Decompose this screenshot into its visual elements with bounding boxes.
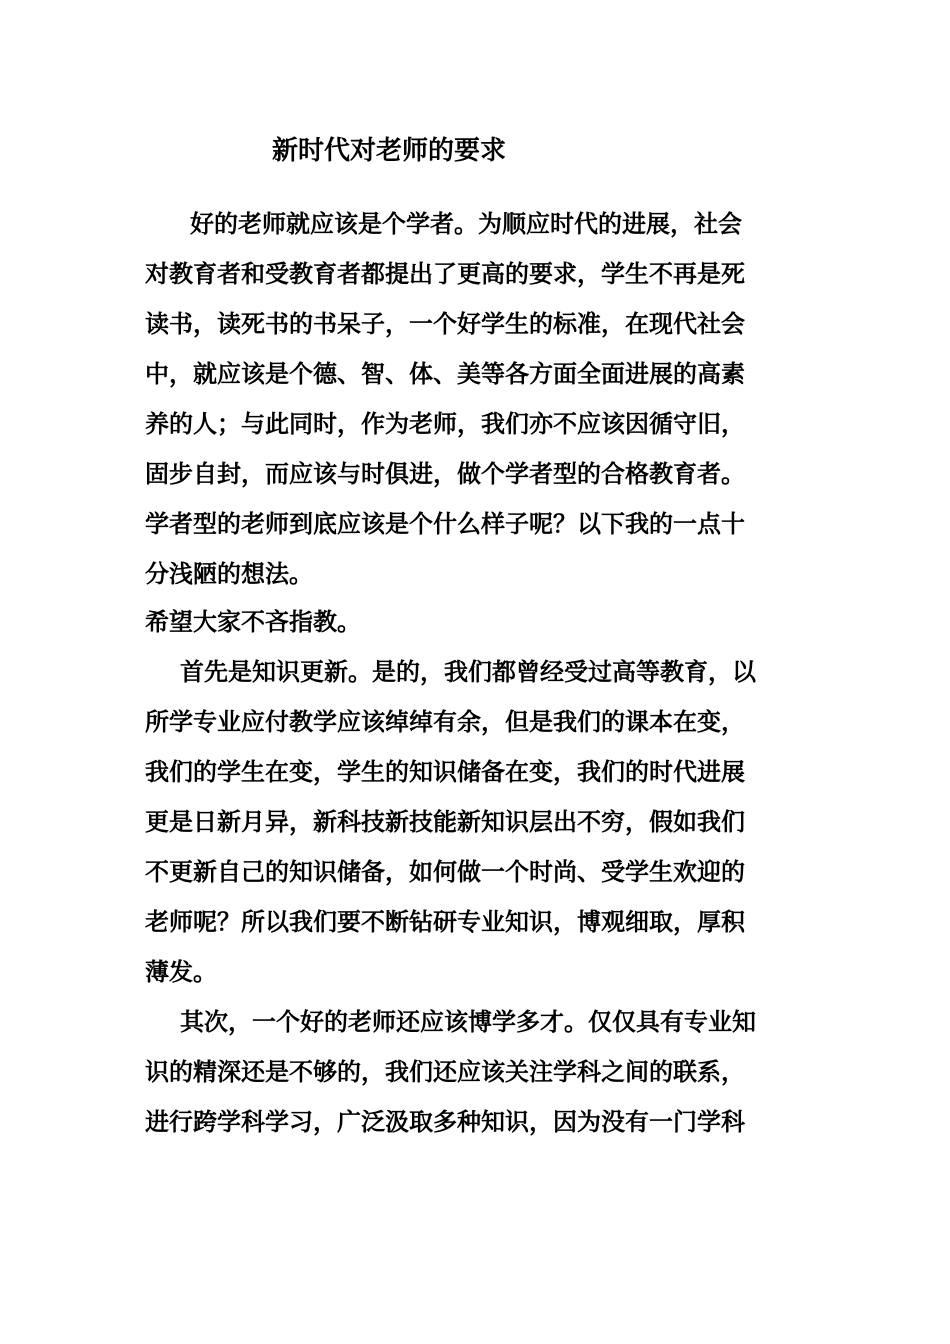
- text-line: 分浅陋的想法。: [145, 560, 313, 588]
- text-line: 希望大家不吝指教。: [145, 608, 361, 636]
- text-line: 识的精深还是不够的，我们还应该关注学科之间的联系，: [145, 1058, 745, 1086]
- text-line: 不更新自己的知识储备，如何做一个时尚、受学生欢迎的: [145, 858, 745, 886]
- text-line: 学者型的老师到底应该是个什么样子呢？以下我的一点十: [145, 510, 745, 538]
- text-line: 中，就应该是个德、智、体、美等各方面全面进展的高素: [145, 360, 745, 388]
- text-line: 其次，一个好的老师还应该博学多才。仅仅具有专业知: [180, 1008, 756, 1036]
- text-line: 固步自封，而应该与时俱进，做个学者型的合格教育者。: [145, 460, 745, 488]
- text-line: 我们的学生在变，学生的知识储备在变，我们的时代进展: [145, 758, 745, 786]
- text-line: 进行跨学科学习，广泛汲取多种知识，因为没有一门学科: [145, 1108, 745, 1136]
- text-line: 养的人；与此同时，作为老师，我们亦不应该因循守旧，: [145, 410, 745, 438]
- text-line: 读书，读死书的书呆子，一个好学生的标准，在现代社会: [145, 310, 745, 338]
- document-title: 新时代对老师的要求: [272, 136, 507, 166]
- text-line: 老师呢？所以我们要不断钻研专业知识，博观细取，厚积: [145, 908, 745, 936]
- text-line: 首先是知识更新。是的，我们都曾经受过高等教育，以: [180, 658, 756, 686]
- text-line: 更是日新月异，新科技新技能新知识层出不穷，假如我们: [145, 808, 745, 836]
- text-line: 对教育者和受教育者都提出了更高的要求，学生不再是死: [145, 260, 745, 288]
- text-line: 薄发。: [145, 958, 217, 986]
- text-line: 所学专业应付教学应该绰绰有余，但是我们的课本在变，: [145, 708, 745, 736]
- text-line: 好的老师就应该是个学者。为顺应时代的进展，社会: [190, 210, 742, 238]
